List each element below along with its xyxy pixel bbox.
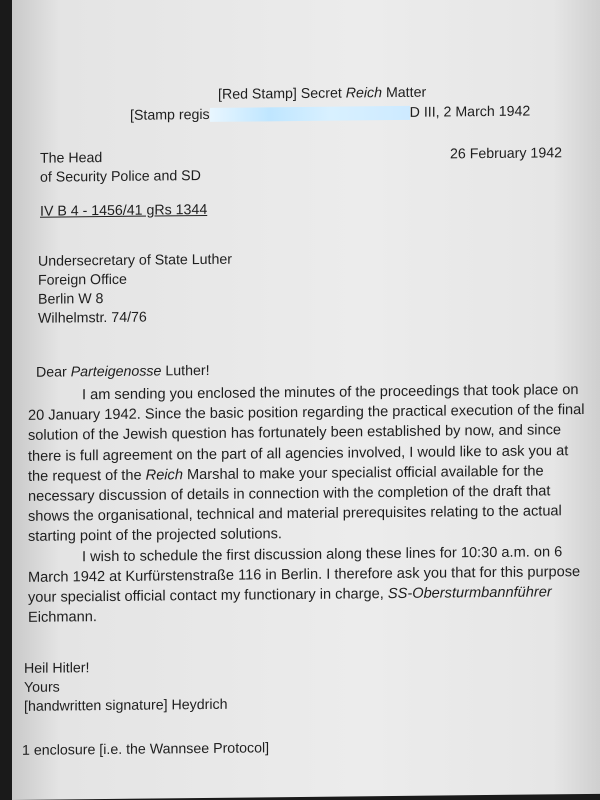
signature-note: [handwritten signature] Heydrich: [24, 696, 228, 715]
recipient-line-1: Undersecretary of State Luther: [38, 251, 232, 270]
paragraph-1: I am sending you enclosed the minutes of the proceedings that took place on 20 January 1942. Since the basic position regarding the practical execution of the final solution of the Jewish question has fortunately been established by now, and since there is full agreement on the part of all agencies involved, I would like to ask you at the request of the Reich Marshal to make your specialist official available for the necessary discussion of details in connection with the completion of the draft that shows the organisational, technical and material prerequisites relating to the actual starting point of the projected solutions.: [28, 382, 585, 546]
closing-greeting: Heil Hitler!: [24, 660, 90, 677]
stamp-secret-reich-matter: [Red Stamp] Secret Reich Matter: [218, 84, 427, 103]
paragraph-2: I wish to schedule the first discussion along these lines for 10:30 a.m. on 6 March 1942 at Kurfürstenstraße 116 in Berlin. I therefore ask you that for this purpose your specialist official contact my functionary in charge, SS-Obersturmbannführer Eichmann.: [28, 543, 581, 627]
letter-date: 26 February 1942: [450, 145, 562, 163]
recipient-line-3: Berlin W 8: [38, 291, 104, 308]
enclosure-note: 1 enclosure [i.e. the Wannsee Protocol]: [22, 740, 270, 759]
salutation: Dear Parteigenosse Luther!: [36, 362, 210, 381]
closing-yours: Yours: [24, 679, 60, 696]
letter-page: [12, 0, 600, 800]
glare-obscured-text: [210, 106, 410, 122]
sender-line-2: of Security Police and SD: [40, 168, 201, 186]
letter-body: [28, 380, 588, 628]
recipient-line-2: Foreign Office: [38, 271, 127, 289]
reference-number: IV B 4 - 1456/41 gRs 1344: [40, 201, 208, 220]
recipient-line-4: Wilhelmstr. 74/76: [38, 309, 147, 327]
sender-line-1: The Head: [40, 150, 103, 167]
stamp-registered-line: [Stamp regis D III, 2 March 1942: [130, 103, 531, 124]
